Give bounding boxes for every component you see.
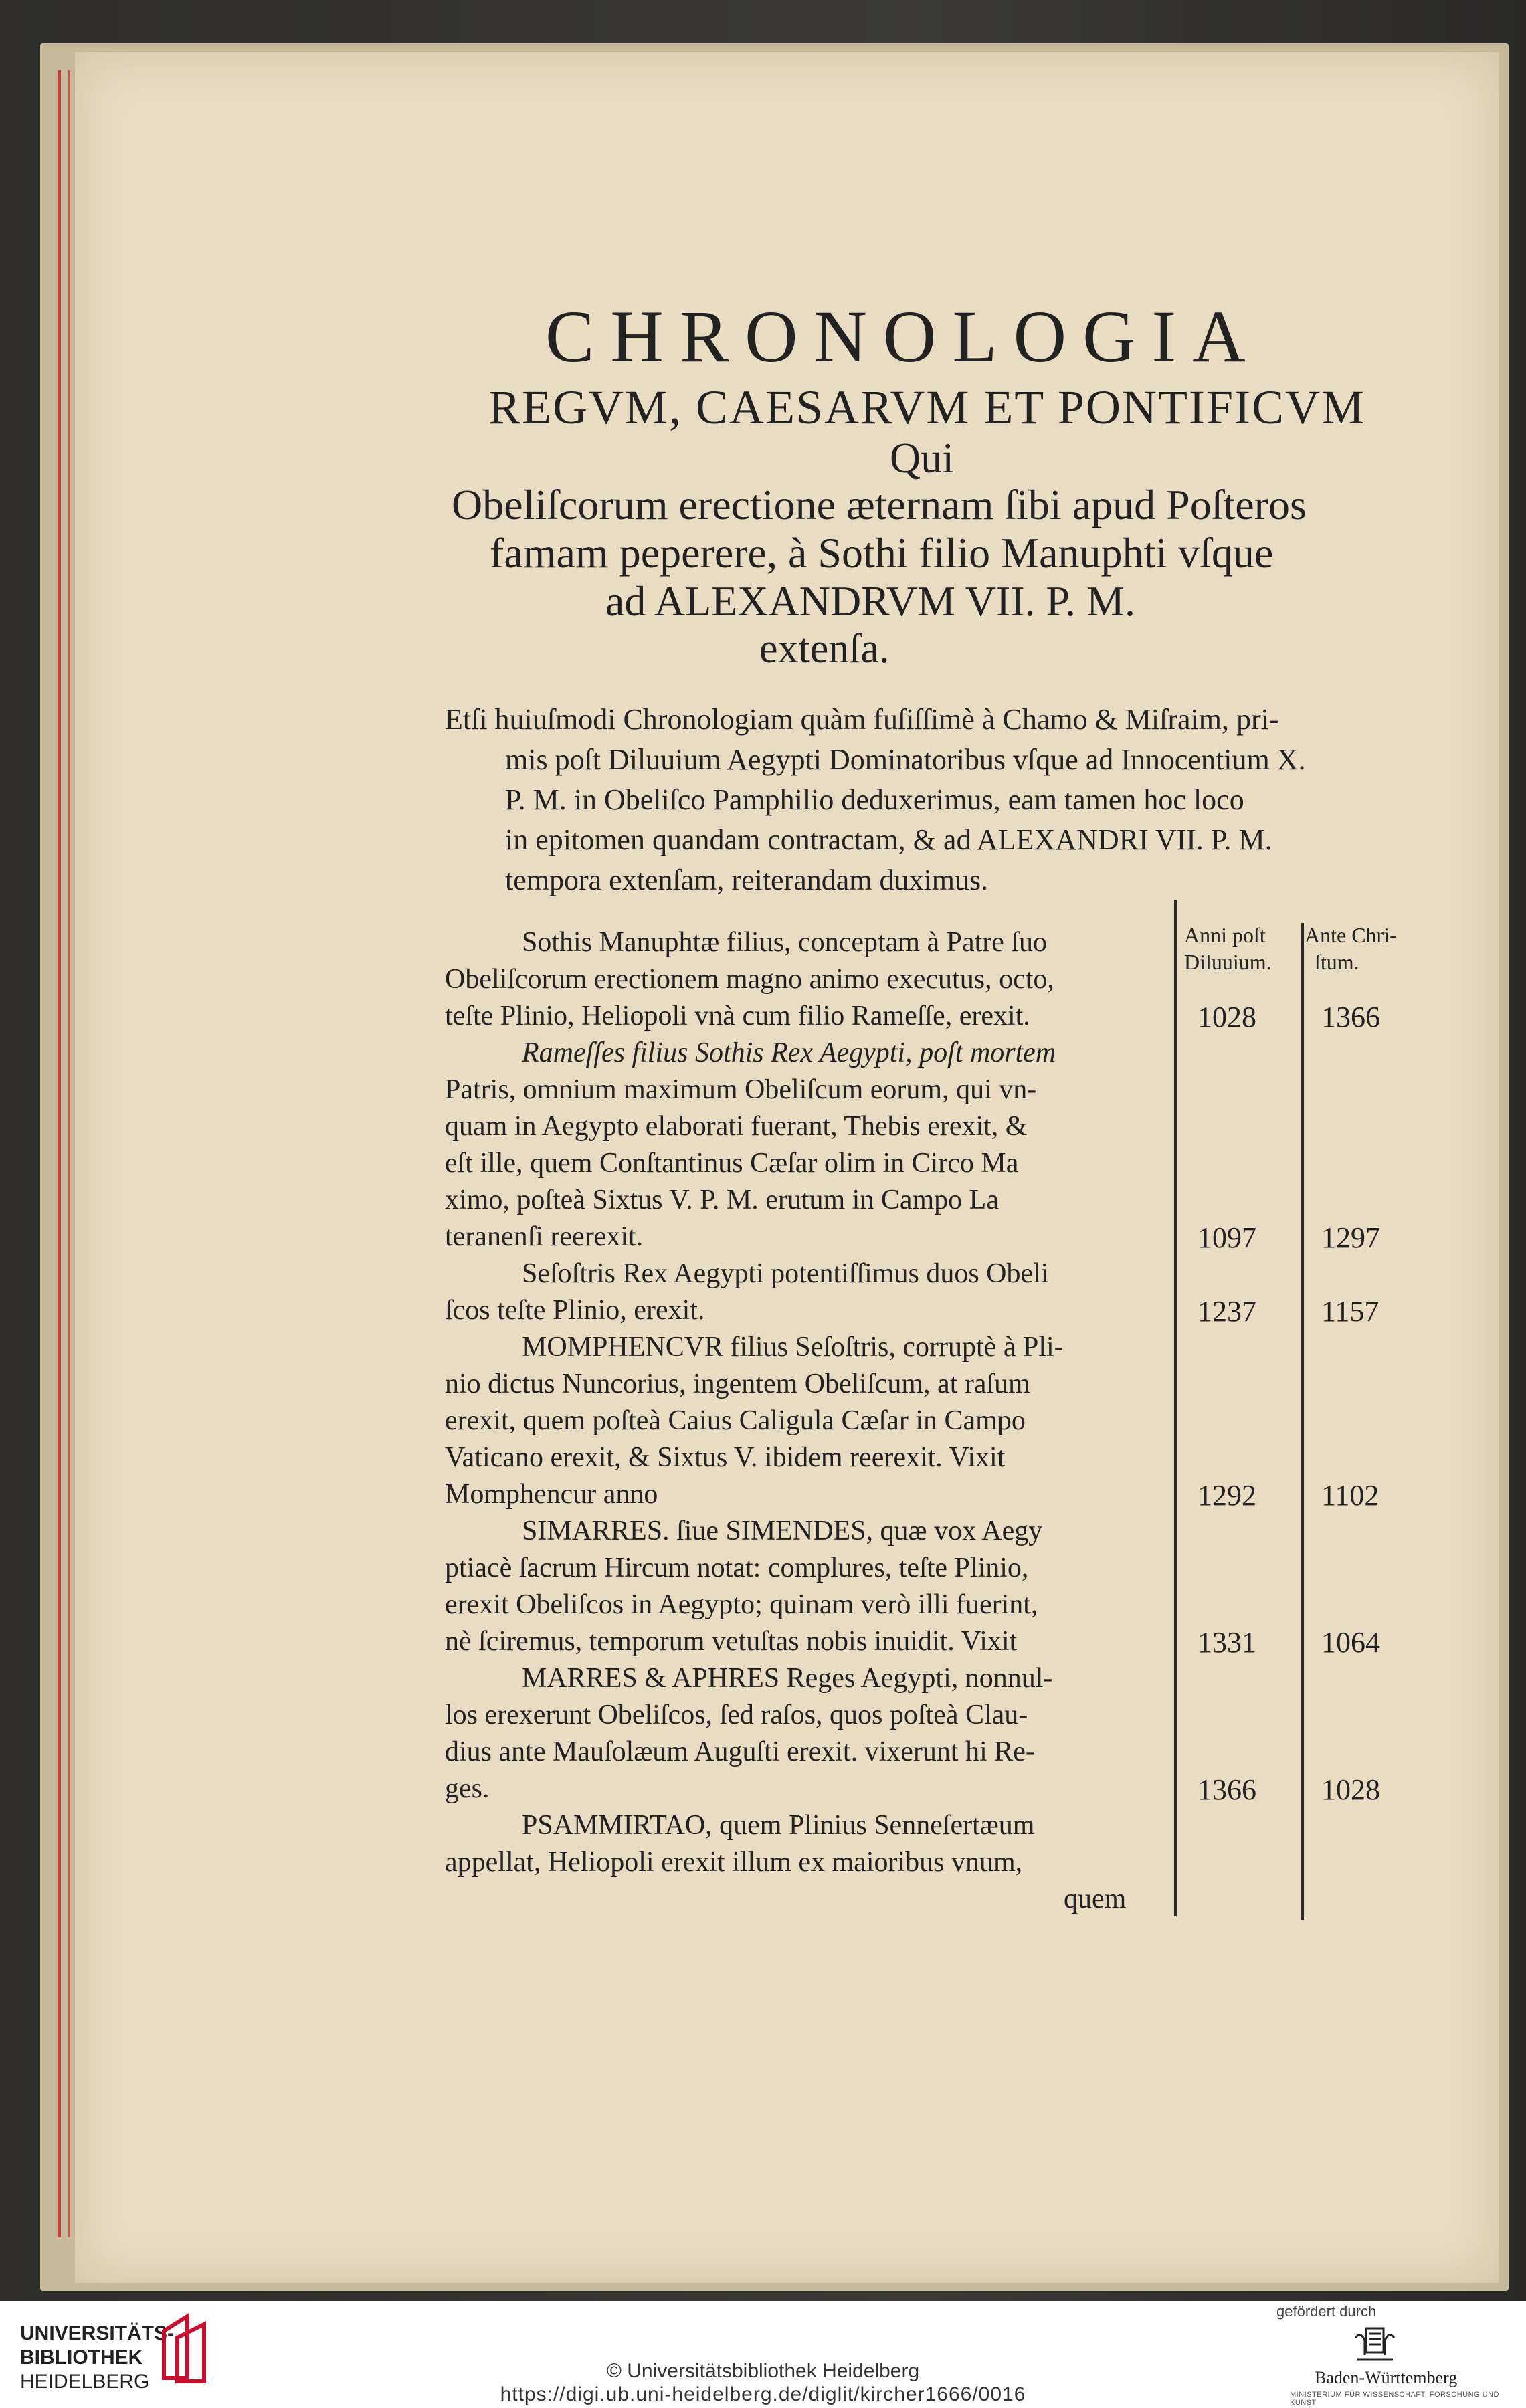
date-post-diluvium: 1097: [1198, 1221, 1256, 1254]
body-line: erexit, quem poſteà Caius Caligula Cæſar in Campo: [445, 1405, 1026, 1436]
intro-line: mis poſt Diluuium Aegypti Dominatoribus vſque ad Innocentium X.: [505, 743, 1306, 776]
date-ante-christum: 1028: [1321, 1773, 1380, 1806]
body-line: ptiacè ſacrum Hircum notat: complures, teſte Plinio,: [445, 1552, 1029, 1583]
title-regum: REGVM, CAESARVM ET PONTIFICVM: [488, 381, 1366, 434]
body-line: Sothis Manuphtæ filius, conceptam à Patre ſuo: [522, 927, 1048, 958]
red-page-rule: [58, 70, 61, 2237]
date-ante-christum: 1366: [1321, 1001, 1380, 1033]
library-name-line3: HEIDELBERG: [20, 2371, 150, 2393]
body-line: ges.: [445, 1773, 490, 1804]
title-obeliscorum: Obeliſcorum erectione æternam ſibi apud Poſteros: [452, 481, 1307, 528]
date-post-diluvium: 1366: [1198, 1773, 1256, 1806]
column-rule-left: [1174, 900, 1177, 1916]
date-post-diluvium: 1292: [1198, 1479, 1256, 1512]
col-header-post-diluvium-2: Diluuium.: [1184, 950, 1272, 974]
sponsor-ministry: MINISTERIUM FÜR WISSENSCHAFT, FORSCHUNG UND KUNST: [1290, 2391, 1499, 2407]
body-line: ximo, poſteà Sixtus V. P. M. erutum in Campo La: [445, 1185, 999, 1215]
body-line: Momphencur anno: [445, 1479, 658, 1510]
body-line: MOMPHENCVR filius Seſoſtris, corruptè à Pli-: [522, 1332, 1064, 1363]
body-line: Vaticano erexit, & Sixtus V. ibidem reerexit. Vixit: [445, 1442, 1006, 1473]
body-line: nio dictus Nuncorius, ingentem Obeliſcum, at raſum: [445, 1369, 1030, 1399]
col-header-ante-christum: Ante Chri-: [1305, 923, 1397, 947]
date-ante-christum: 1157: [1321, 1295, 1379, 1328]
permalink-url[interactable]: https://digi.ub.uni-heidelberg.de/diglit/kircher1666/0016: [500, 2383, 1026, 2405]
date-post-diluvium: 1331: [1198, 1626, 1256, 1659]
copyright-text: © Universitätsbibliothek Heidelberg: [606, 2360, 920, 2382]
date-post-diluvium: 1028: [1198, 1001, 1256, 1033]
body-line: MARRES & APHRES Reges Aegypti, nonnul-: [522, 1663, 1053, 1694]
body-line: dius ante Mauſolæum Auguſti erexit. vixerunt hi Re-: [445, 1736, 1035, 1767]
column-rule-right: [1301, 923, 1304, 1920]
body-line: SIMARRES. ſiue SIMENDES, quæ vox Aegy: [522, 1516, 1043, 1546]
date-ante-christum: 1102: [1321, 1479, 1379, 1512]
intro-line: P. M. in Obeliſco Pamphilio deduxerimus, eam tamen hoc loco: [505, 783, 1244, 816]
body-line: Patris, omnium maximum Obeliſcum eorum, qui vn-: [445, 1074, 1037, 1105]
body-line: erexit Obeliſcos in Aegypto; quinam verò illi fuerint,: [445, 1589, 1038, 1620]
body-line: appellat, Heliopoli erexit illum ex maioribus vnum,: [445, 1847, 1023, 1878]
body-line: ſcos teſte Plinio, erexit.: [445, 1295, 705, 1326]
title-extensa: extenſa.: [759, 626, 890, 672]
coat-of-arms-icon: [1351, 2324, 1398, 2363]
body-line: los erexerunt Obeliſcos, ſed raſos, quos poſteà Clau-: [445, 1700, 1028, 1730]
body-line: quem: [1064, 1884, 1127, 1914]
title-alexandrum: ad ALEXANDRVM VII. P. M.: [605, 577, 1135, 625]
body-line: PSAMMIRTAO, quem Plinius Senneſertæum: [522, 1810, 1035, 1841]
body-line: teſte Plinio, Heliopoli vnà cum filio Rameſſe, erexit.: [445, 1001, 1030, 1031]
sponsor-name: Baden-Württemberg: [1315, 2368, 1458, 2387]
date-ante-christum: 1297: [1321, 1221, 1380, 1254]
title-famam: famam peperere, à Sothi filio Manuphti vſque: [490, 529, 1274, 577]
intro-line: tempora extenſam, reiterandam duximus.: [505, 864, 989, 896]
body-line: Seſoſtris Rex Aegypti potentiſſimus duos Obeli: [522, 1258, 1049, 1289]
body-line: quam in Aegypto elaborati fuerant, Thebis erexit, &: [445, 1111, 1028, 1142]
body-line: eſt ille, quem Conſtantinus Cæſar olim in Circo Ma: [445, 1148, 1019, 1179]
body-line: Obeliſcorum erectionem magno animo executus, octo,: [445, 964, 1054, 995]
sponsor-label: gefördert durch: [1276, 2303, 1377, 2320]
date-ante-christum: 1064: [1321, 1626, 1380, 1659]
title-chronologia: CHRONOLOGIA: [545, 296, 1262, 377]
date-post-diluvium: 1237: [1198, 1295, 1256, 1328]
col-header-post-diluvium: Anni poſt: [1184, 923, 1266, 947]
library-name-line1: UNIVERSITÄTS-: [20, 2322, 175, 2344]
title-qui: Qui: [890, 434, 954, 482]
body-line: Rameſſes filius Sothis Rex Aegypti, poſt mortem: [522, 1037, 1056, 1068]
intro-line: Etſi huiuſmodi Chronologiam quàm fuſiſſimè à Chamo & Miſraim, pri-: [445, 703, 1279, 736]
body-line: teranenſi reerexit.: [445, 1221, 644, 1252]
col-header-ante-christum-2: ſtum.: [1315, 950, 1359, 974]
red-page-rule-inner: [68, 70, 70, 2237]
library-name-line2: BIBLIOTHEK: [20, 2346, 143, 2369]
intro-line: in epitomen quandam contractam, & ad ALEXANDRI VII. P. M.: [505, 823, 1272, 856]
body-line: nè ſciremus, temporum vetuſtas nobis inuidit. Vixit: [445, 1626, 1018, 1657]
